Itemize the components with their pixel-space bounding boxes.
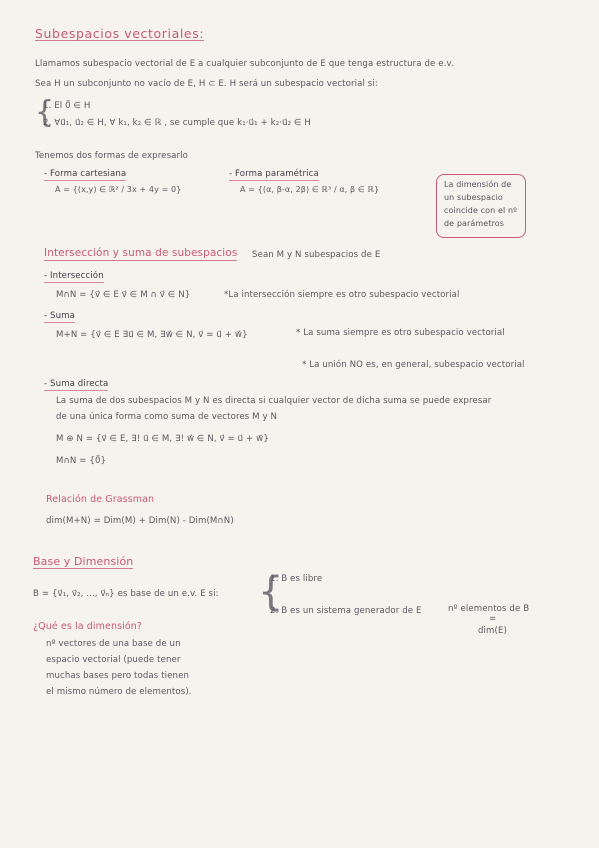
suma-note: * La suma siempre es otro subespacio vectorial — [296, 328, 505, 338]
suma-title: - Suma — [44, 311, 75, 321]
dimension-answer-line: nº vectores de una base de un — [46, 639, 181, 649]
interseccion-note: *La intersección siempre es otro subespacio vectorial — [224, 290, 460, 300]
base-definition: B = {v⃗₁, v⃗₂, ..., v⃗ₙ} es base de un e.v. E si: — [33, 589, 219, 599]
suma-directa-title: - Suma directa — [44, 379, 109, 389]
union-note: * La unión NO es, en general, subespacio vectorial — [302, 360, 525, 370]
section-title-interseccion-suma: Intersección y suma de subespacios — [44, 247, 238, 259]
conditions-brace: { — [35, 95, 55, 130]
box-line: de parámetros — [444, 219, 505, 228]
condition-1: 1. El 0⃗ ∈ H — [43, 101, 91, 111]
base-condition-2: 2. B es un sistema generador de E — [270, 606, 422, 616]
dimension-question: ¿Qué es la dimensión? — [33, 621, 143, 632]
suma-directa-line-2: de una única forma como suma de vectores M y N — [56, 412, 278, 422]
suma-directa-expr-2: M∩N = {0⃗} — [56, 456, 107, 466]
box-line: coincide con el nº — [444, 206, 517, 215]
base-conditions-brace: { — [258, 569, 284, 615]
dimension-note-box — [436, 174, 526, 238]
base-condition-1: 1. B es libre — [270, 574, 323, 584]
dimension-answer-line: muchas bases pero todas tienen — [46, 671, 190, 681]
formas-intro: Tenemos dos formas de expresarlo — [35, 151, 188, 161]
grassman-title: Relación de Grassman — [46, 494, 155, 505]
section-title-base-dimension: Base y Dimensión — [33, 555, 134, 568]
dimension-answer-line: el mismo número de elementos). — [46, 687, 192, 697]
section-title-subespacios: Subespacios vectoriales: — [35, 26, 205, 41]
forma-parametrica-expr: A = {(α, β-α, 2β) ∈ ℝ³ / α, β ∈ ℝ} — [240, 185, 380, 194]
suma-expr: M+N = {v⃗ ∈ E ∃u⃗ ∈ M, ∃w⃗ ∈ N, v⃗ = u⃗ + w⃗} — [56, 330, 248, 340]
base-note-line-1: nº elementos de B — [448, 604, 530, 614]
suma-directa-line-1: La suma de dos subespacios M y N es directa si cualquier vector de dicha suma se puede expresar — [56, 396, 492, 406]
interseccion-title: - Intersección — [44, 271, 104, 281]
box-line: un subespacio — [444, 193, 503, 202]
forma-parametrica-title: - Forma paramétrica — [229, 169, 319, 179]
forma-cartesiana-expr: A = {(x,y) ∈ ℝ² / 3x + 4y = 0} — [55, 185, 182, 194]
suma-directa-expr-1: M ⊕ N = {v⃗ ∈ E, ∃! u⃗ ∈ M, ∃! w⃗ ∈ N, v⃗ = u⃗ + w⃗} — [56, 434, 269, 444]
interseccion-suma-intro: Sean M y N subespacios de E — [252, 250, 381, 260]
interseccion-expr: M∩N = {v⃗ ∈ E v⃗ ∈ M ∩ v⃗ ∈ N} — [56, 290, 191, 300]
dimension-answer-line: espacio vectorial (puede tener — [46, 655, 181, 665]
condition-2: 2. ∀u⃗₁, u⃗₂ ∈ H, ∀ k₁, k₂ ∈ ℝ , se cumple que k₁·u⃗₁ + k₂·u⃗₂ ∈ H — [43, 118, 311, 128]
forma-cartesiana-title: - Forma cartesiana — [44, 169, 127, 179]
grassman-expr: dim(M+N) = Dim(M) + Dim(N) - Dim(M∩N) — [46, 516, 234, 526]
base-note-equals: = — [489, 614, 497, 624]
intro-line-1: Llamamos subespacio vectorial de E a cualquier subconjunto de E que tenga estructura de e.v. — [35, 59, 454, 69]
box-line: La dimensión de — [444, 180, 512, 189]
intro-line-2: Sea H un subconjunto no vacío de E, H ⊂ E. H será un subespacio vectorial si: — [35, 79, 378, 89]
base-note-line-2: dim(E) — [478, 626, 507, 636]
